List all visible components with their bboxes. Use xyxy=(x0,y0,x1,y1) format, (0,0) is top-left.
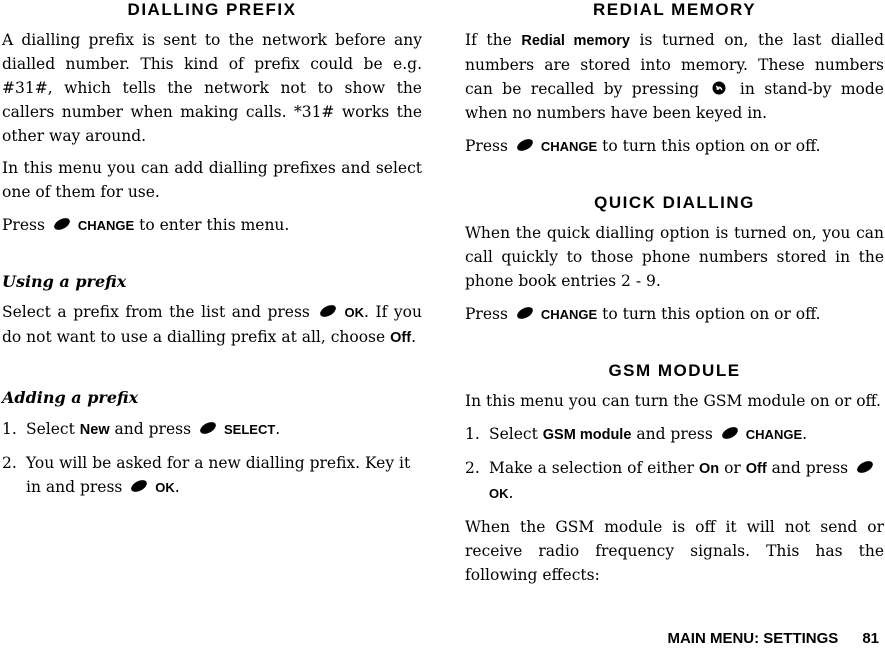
softkey-icon xyxy=(129,479,149,493)
change-softkey-label: CHANGE xyxy=(77,218,135,233)
page-footer xyxy=(667,630,879,647)
quick-dialling-text: When the quick dialling option is turned on, you can call quickly to those phone numbers stored in the phone book entries 2 - 9. xyxy=(465,224,884,290)
gsm-module-option-label: GSM module xyxy=(542,427,632,443)
change-softkey-label: CHANGE xyxy=(745,427,803,442)
right-column xyxy=(465,0,884,587)
dialling-prefix-heading: DIALLING PREFIX xyxy=(127,0,297,19)
left-column xyxy=(2,0,422,500)
change-softkey-label: CHANGE xyxy=(540,307,598,322)
select-softkey-label: SELECT xyxy=(223,422,276,437)
using-prefix-heading: Using a prefix xyxy=(2,272,127,291)
new-option-label: New xyxy=(79,422,110,438)
on-option-label: On xyxy=(699,461,720,477)
off-option-label: Off xyxy=(390,330,412,346)
softkey-icon xyxy=(855,460,875,474)
adding-prefix-step-1: 1. Select New and press SELECT. xyxy=(2,420,281,438)
using-prefix-text: Select a prefix from the list and press OK. If you do not want to use a dialling prefix at all, choose Off. xyxy=(2,303,422,346)
adding-prefix-heading: Adding a prefix xyxy=(2,388,139,407)
ok-softkey-label: OK xyxy=(155,480,175,495)
gsm-module-step-1: 1. Select GSM module and press CHANGE. xyxy=(465,425,808,443)
send-key-icon xyxy=(712,81,726,95)
redial-memory-text: If the Redial memory is turned on, the last dialled numbers are stored into memory. These numbers can be recalled by pressing in stand-by mode when no numbers have been keyed in. xyxy=(465,31,885,122)
dialling-prefix-instruction: Press CHANGE to enter this menu. xyxy=(2,216,290,234)
gsm-module-step-2: 2. Make a selection of either On or Off and press OK. xyxy=(465,456,884,506)
footer-section-title: MAIN MENU: SETTINGS xyxy=(667,630,839,647)
softkey-icon xyxy=(720,426,740,440)
gsm-module-text: In this menu you can turn the GSM module on or off. xyxy=(465,392,881,410)
page-number: 81 xyxy=(862,630,879,647)
softkey-icon xyxy=(515,306,535,320)
redial-memory-heading: REDIAL MEMORY xyxy=(592,0,757,19)
quick-dialling-heading: QUICK DIALLING xyxy=(594,193,755,212)
adding-prefix-step-2: 2. You will be asked for a new dialling prefix. Key it in and press OK. xyxy=(2,454,411,496)
softkey-icon xyxy=(318,304,338,318)
softkey-icon xyxy=(52,217,72,231)
softkey-icon xyxy=(515,138,535,152)
quick-dialling-instruction: Press CHANGE to turn this option on or off. xyxy=(465,305,821,323)
change-softkey-label: CHANGE xyxy=(540,139,598,154)
softkey-icon xyxy=(198,421,218,435)
off-option-label: Off xyxy=(745,461,767,477)
ok-softkey-label: OK xyxy=(344,305,364,320)
dialling-prefix-menu-text: In this menu you can add dialling prefixes and select one of them for use. xyxy=(2,159,422,201)
gsm-module-heading: GSM MODULE xyxy=(608,361,741,380)
redial-memory-option-label: Redial memory xyxy=(521,33,630,49)
dialling-prefix-intro: A dialling prefix is sent to the network before any dialled number. This kind of prefix could be e.g. #31#, which tells the network not to show the callers number when making calls. *31# works the other way around. xyxy=(2,31,422,145)
redial-memory-instruction: Press CHANGE to turn this option on or off. xyxy=(465,137,821,155)
gsm-module-effects-text: When the GSM module is off it will not send or receive radio frequency signals. This has the following effects: xyxy=(465,518,884,584)
ok-softkey-label: OK xyxy=(489,486,509,501)
